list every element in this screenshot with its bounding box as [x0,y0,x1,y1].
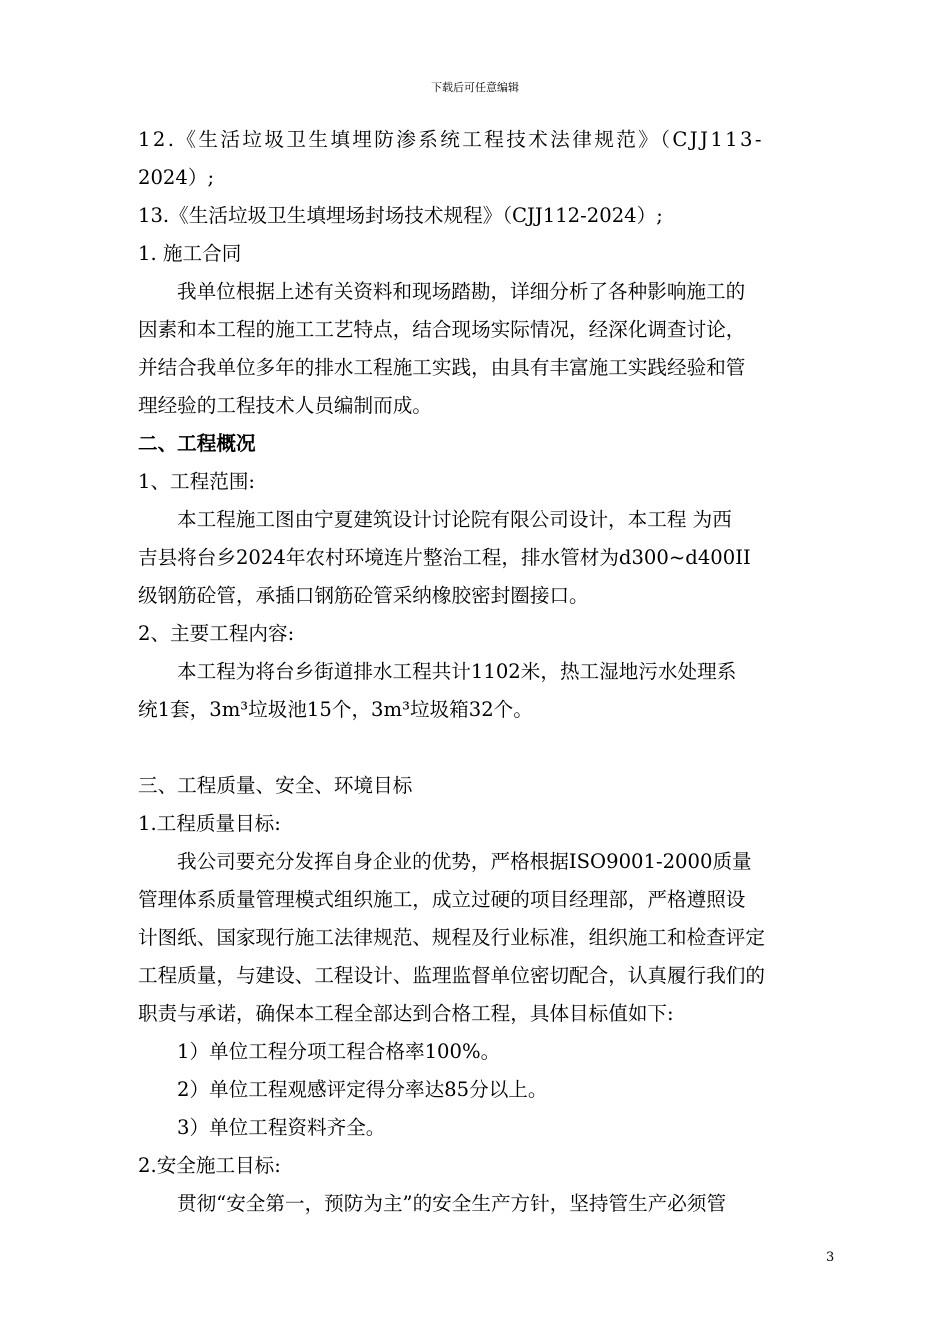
text-line-ref-12-cont: 2024）; [138,166,215,189]
paragraph-line: 我单位根据上述有关资料和现场踏勘，详细分析了各种影响施工的 [177,280,746,303]
paragraph-line: 我公司要充分发挥自身企业的优势，严格根据ISO9001-2000质量 [177,850,752,873]
section-heading-overview: 二、工程概况 [138,432,256,455]
paragraph-line: 工程质量，与建设、工程设计、监理监督单位密切配合，认真履行我们的 [138,964,765,987]
text-line-heading-contract: 1. 施工合同 [138,242,242,265]
section-heading-targets: 三、工程质量、安全、环境目标 [138,774,413,797]
paragraph-line: 并结合我单位多年的排水工程施工实践，由具有丰富施工实践经验和管 [138,356,746,379]
paragraph-line: 贯彻“安全第一，预防为主”的安全生产方针，坚持管生产必须管 [177,1192,727,1215]
subheading-scope: 1、工程范围: [138,470,256,493]
page-header: 下载后可任意编辑 [431,81,519,94]
paragraph-line: 本工程为将台乡街道排水工程共计1102米，热工湿地污水处理系 [177,660,737,683]
text-line-ref-13: 13.《生活垃圾卫生填埋场封场技术规程》（CJJ112-2024）; [138,204,663,227]
paragraph-line: 级钢筋砼管，承插口钢筋砼管采纳橡胶密封圈接口。 [138,584,589,607]
paragraph-line: 统1套，3m³垃圾池15个，3m³垃圾箱32个。 [138,698,533,721]
subheading-quality-target: 1.工程质量目标: [138,812,281,835]
paragraph-line: 本工程施工图由宁夏建筑设计讨论院有限公司设计，本工程 为西 [177,508,732,531]
subheading-main-content: 2、主要工程内容: [138,622,295,645]
paragraph-line: 因素和本工程的施工工艺特点，结合现场实际情况，经深化调查讨论， [138,318,746,341]
subheading-safety-target: 2.安全施工目标: [138,1154,281,1177]
paragraph-line: 理经验的工程技术人员编制而成。 [138,394,432,417]
paragraph-line: 管理体系质量管理模式组织施工，成立过硬的项目经理部，严格遵照设 [138,888,746,911]
list-item: 3）单位工程资料齐全。 [177,1116,386,1139]
text-line-ref-12: 12.《生活垃圾卫生填埋防渗系统工程技术法律规范》（CJJ113- [138,128,764,151]
paragraph-line: 计图纸、国家现行施工法律规范、规程及行业标准，组织施工和检查评定 [138,926,765,949]
paragraph-line: 吉县将台乡2024年农村环境连片整治工程，排水管材为d300~d400II [138,546,751,569]
page-number: 3 [826,1250,835,1265]
list-item: 1）单位工程分项工程合格率100%。 [177,1040,501,1063]
paragraph-line: 职责与承诺，确保本工程全部达到合格工程，具体目标值如下: [138,1002,674,1025]
list-item: 2）单位工程观感评定得分率达85分以上。 [177,1078,548,1101]
